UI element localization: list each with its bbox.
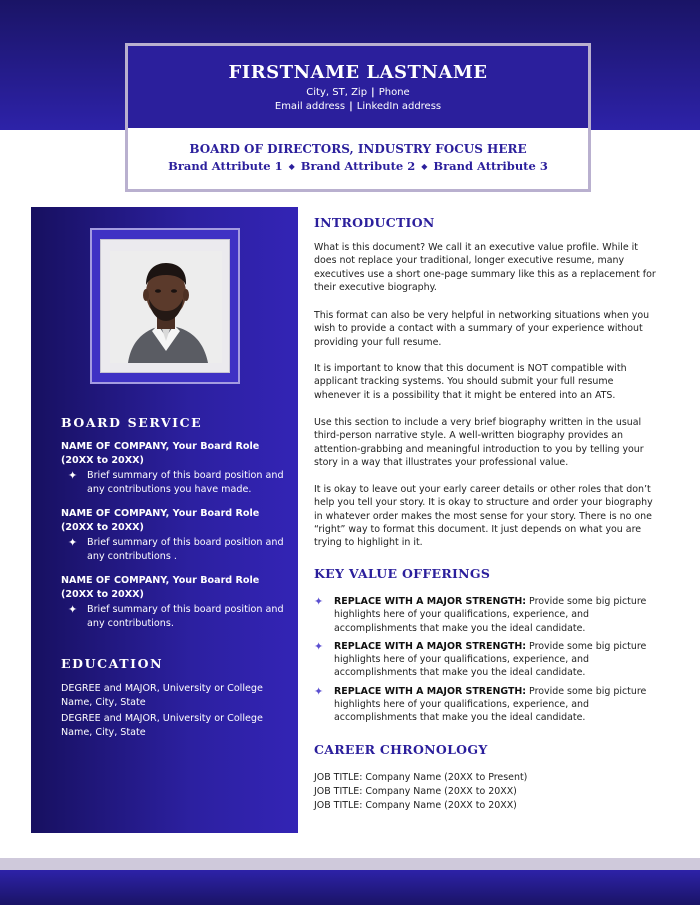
contact-line-1	[128, 86, 588, 100]
career-entry: JOB TITLE: Company Name (20XX to Present)	[314, 772, 528, 783]
sidebar	[31, 207, 298, 833]
sparkle-icon: ✦	[68, 469, 78, 482]
header-focus-area	[128, 128, 588, 173]
career-entry: JOB TITLE: Company Name (20XX to 20XX)	[314, 800, 517, 811]
education-entry: DEGREE and MAJOR, University or College Name, City, State	[61, 683, 263, 708]
key-value-label: REPLACE WITH A MAJOR STRENGTH:	[334, 640, 527, 652]
board-role-summary	[61, 603, 286, 631]
key-value-label: REPLACE WITH A MAJOR STRENGTH:	[334, 596, 527, 607]
diamond-icon: ◆	[288, 161, 295, 171]
key-value-text: Provide some big picture highlights here of your qualifications, experience, and accomplishments that make you the ideal candidate.	[334, 685, 647, 724]
board-role-title: NAME OF COMPANY, Your Board Role (20XX to 20XX)	[61, 575, 260, 600]
board-role-entry	[61, 507, 286, 564]
board-focus-title: BOARD OF DIRECTORS, INDUSTRY FOCUS HERE	[189, 142, 527, 156]
sparkle-icon: ✦	[68, 536, 78, 549]
key-value-label: REPLACE WITH A MAJOR STRENGTH:	[334, 685, 527, 697]
key-value-item	[314, 640, 659, 680]
key-value-text: Provide some big picture highlights here of your qualifications, experience, and accomplishments that make you the ideal candidate.	[334, 640, 647, 679]
diamond-icon: ◆	[421, 161, 428, 171]
candidate-name: FIRSTNAME LASTNAME	[228, 62, 488, 83]
sparkle-icon: ✦	[314, 595, 324, 608]
education-entry: DEGREE and MAJOR, University or College Name, City, State	[61, 713, 263, 738]
intro-paragraph: Use this section to include a very brief biography written in the usual third-person narrative style. A well-written biography provides an attention-grabbing and meaningful introduction to you by telling your story in a way that illustrates your professional value.	[314, 417, 644, 468]
key-value-heading: KEY VALUE OFFERINGS	[314, 566, 491, 581]
photo-frame	[90, 228, 240, 384]
intro-paragraph: This format can also be very helpful in networking situations when you wish to provide a contact with a summary of your experience without providing your full resume.	[314, 310, 650, 348]
sparkle-icon: ✦	[314, 639, 324, 653]
contact-line-2	[128, 100, 588, 114]
education-heading: EDUCATION	[61, 656, 164, 671]
board-role-title: NAME OF COMPANY, Your Board Role (20XX to 20XX)	[61, 441, 260, 466]
header-box	[125, 43, 591, 192]
sparkle-icon: ✦	[68, 603, 78, 616]
brand-attribute-3: Brand Attribute 3	[433, 159, 548, 173]
sparkle-icon: ✦	[314, 684, 324, 698]
board-service-heading: BOARD SERVICE	[61, 415, 203, 430]
intro-paragraph: What is this document? We call it an executive value profile. While it does not replace your traditional, longer executive resume, many executives use a short one-page summary like this as a replacement for their executive biography.	[314, 242, 656, 293]
email: Email address	[274, 101, 346, 112]
key-value-item	[314, 595, 659, 635]
bottom-color-band	[0, 870, 700, 905]
board-role-entry	[61, 574, 286, 631]
intro-paragraph: It is important to know that this document is NOT compatible with applicant tracking systems. You should submit your full resume whenever it is a possibility that it might be entered into an ATS.	[314, 363, 627, 401]
profile-photo	[110, 251, 222, 363]
introduction-heading: INTRODUCTION	[314, 215, 435, 230]
career-entry: JOB TITLE: Company Name (20XX to 20XX)	[314, 786, 517, 797]
key-value-text: Provide some big picture highlights here of your qualifications, experience, and accomplishments that make you the ideal candidate.	[334, 596, 647, 634]
bottom-accent-line	[0, 858, 700, 870]
board-role-summary-text: Brief summary of this board position and any contributions.	[87, 604, 284, 629]
brand-attribute-1: Brand Attribute 1	[168, 159, 283, 173]
person-portrait-icon	[110, 251, 222, 363]
board-role-summary	[61, 469, 286, 497]
contact-separator: |	[349, 101, 353, 112]
contact-separator: |	[371, 87, 375, 98]
phone: Phone	[378, 87, 410, 98]
brand-attributes	[128, 159, 588, 173]
career-heading: CAREER CHRONOLOGY	[314, 742, 488, 757]
board-role-title: NAME OF COMPANY, Your Board Role (20XX to 20XX)	[61, 508, 260, 533]
key-value-item	[314, 685, 659, 725]
board-role-summary-text: Brief summary of this board position and any contributions .	[87, 537, 284, 562]
photo-mat	[100, 239, 230, 373]
key-value-list	[314, 595, 659, 725]
board-role-entry	[61, 440, 286, 497]
location: City, ST, Zip	[306, 87, 368, 98]
linkedin: LinkedIn address	[356, 101, 442, 112]
education-list	[61, 682, 266, 740]
intro-paragraph: It is okay to leave out your early career details or other roles that don’t help you tell your story. It is okay to structure and order your biography in whatever order makes the most sense for your story. There is no one “right” way to format this document. It just depends on what you are trying to highlight in it.	[314, 484, 653, 549]
brand-attribute-2: Brand Attribute 2	[300, 159, 416, 173]
board-role-summary	[61, 536, 286, 564]
board-role-summary-text: Brief summary of this board position and any contributions you have made.	[87, 470, 284, 495]
header-name-panel	[128, 46, 588, 128]
